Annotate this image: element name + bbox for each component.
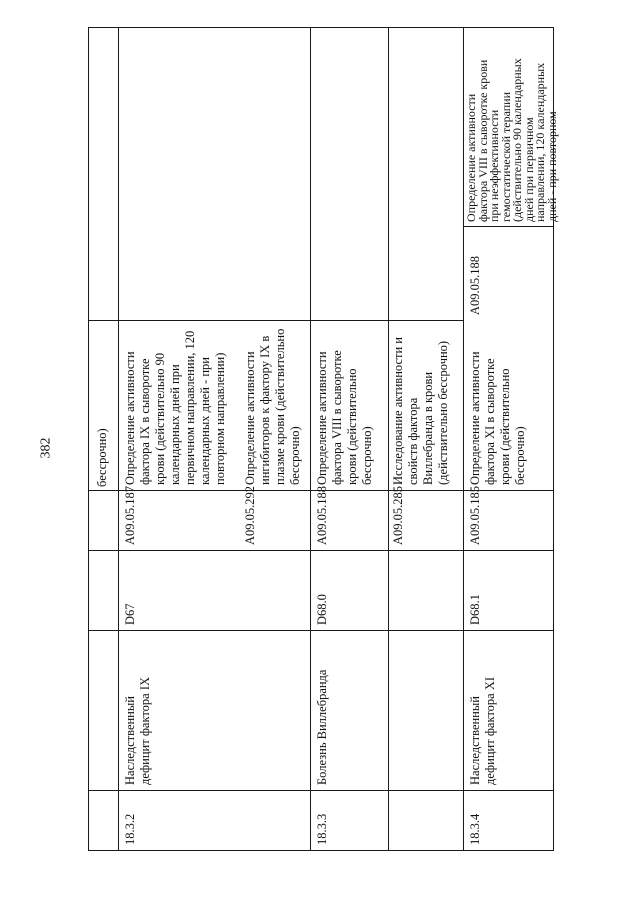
service-code: A09.05.292 xyxy=(243,485,257,545)
service-description: Определение активности фактора IX в сыворотке крови (действительно 90 календарных дней при первичном направлении, 120 календарных дней - при повторном направлении) xyxy=(123,330,227,485)
disease-name: Наследственный дефицит фактора IX xyxy=(123,676,152,785)
service-code: A09.05.187 xyxy=(123,485,137,545)
service-code: A09.05.185 xyxy=(468,485,482,545)
disease-name: Болезнь Виллебранда xyxy=(315,669,329,785)
service-code: A09.05.188 xyxy=(315,485,329,545)
row-number: 18.3.2 xyxy=(123,813,137,845)
extra-service-code: A09.05.188 xyxy=(468,255,482,315)
services-table xyxy=(88,27,559,850)
icd-code: D67 xyxy=(123,603,137,625)
service-description: Исследование активности и свойств фактора Виллебранда в крови (действительно бессрочно) xyxy=(391,337,450,485)
row-number: 18.3.4 xyxy=(468,813,482,845)
extra-service-description: Определение активности фактора VIII в сыворотке крови при неэффективности гемостатической терапии (действительно 90 календарных дней при первичном направлении, 120 календарных дней - при повторном xyxy=(464,58,559,222)
page-number: 382 xyxy=(38,437,54,459)
carryover-text: бессрочно) xyxy=(95,428,109,487)
service-description: Определение активности фактора XI в сыворотке крови (действительно бессрочно) xyxy=(468,351,527,485)
icd-code: D68.1 xyxy=(468,594,482,625)
service-code: A09.05.285 xyxy=(391,485,405,545)
icd-code: D68.0 xyxy=(315,594,329,625)
row-number: 18.3.3 xyxy=(315,813,329,845)
service-description: Определение активности фактора VIII в сыворотке крови (действительно бессрочно) xyxy=(315,350,374,485)
service-description: Определение активности ингибиторов к фактору IX в плазме крови (действительно бессрочно) xyxy=(243,328,302,485)
disease-name: Наследственный дефицит фактора XI xyxy=(468,676,497,785)
